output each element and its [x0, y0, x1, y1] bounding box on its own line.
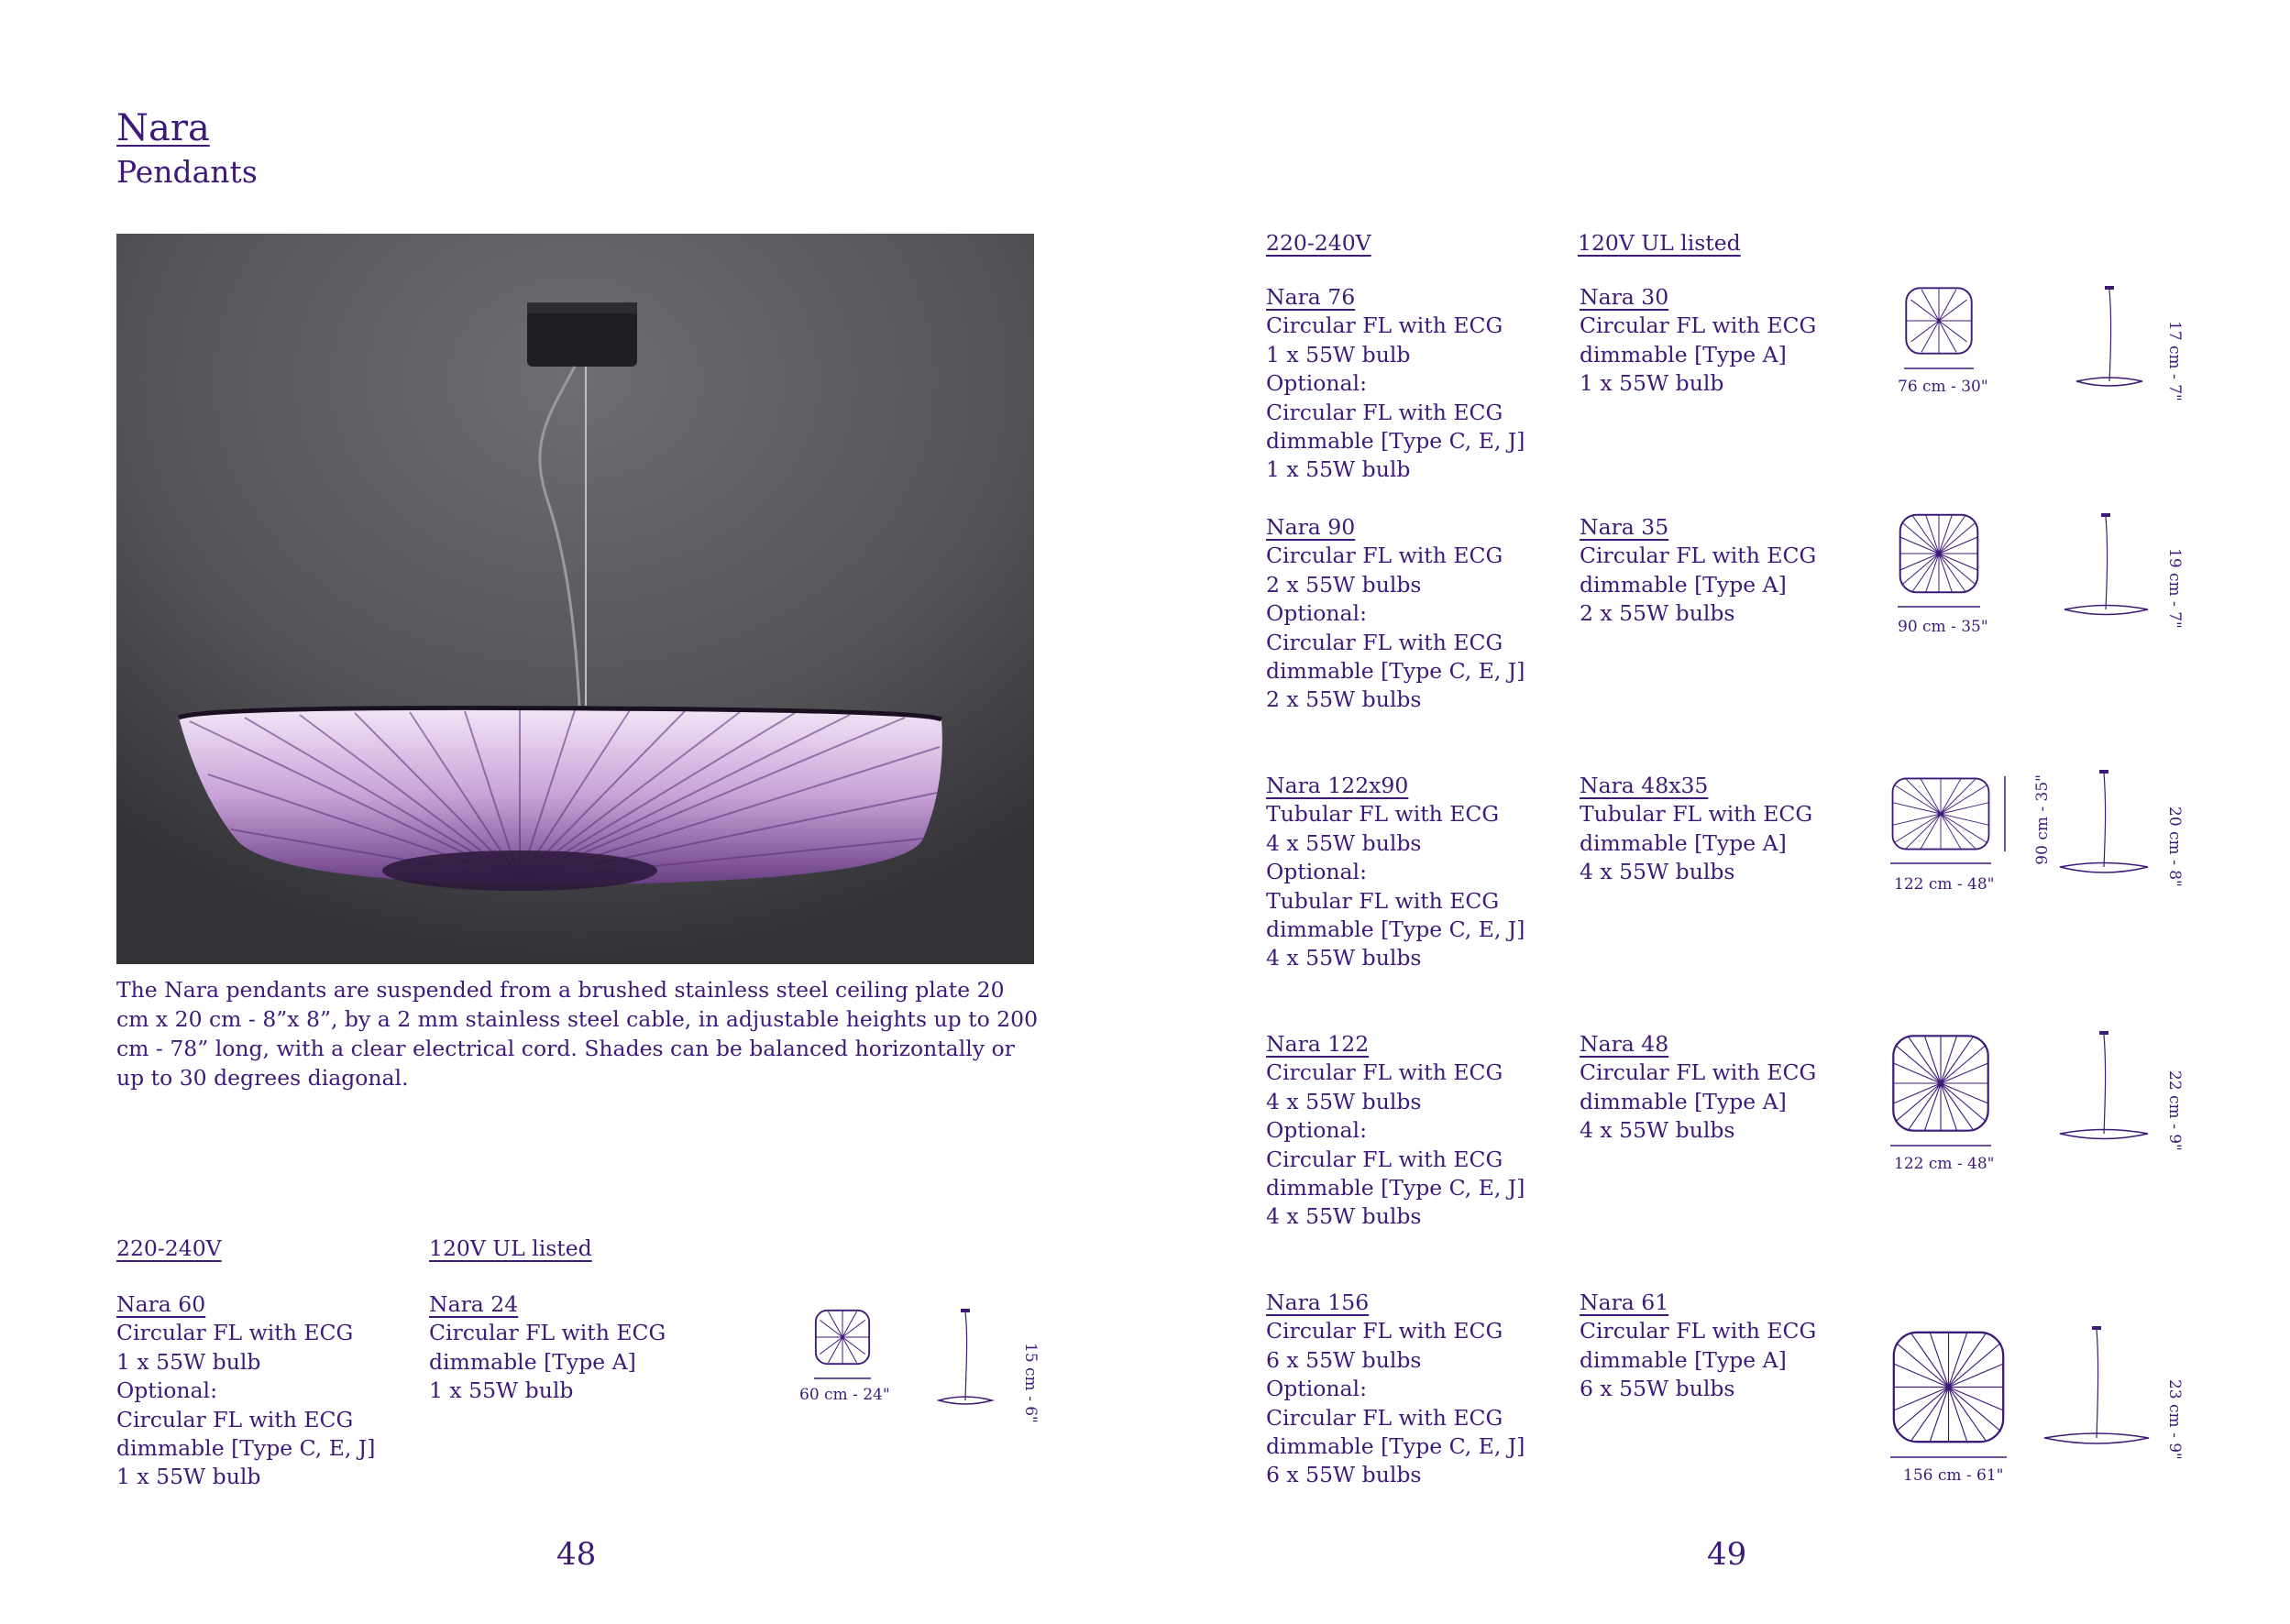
spec-nara-48	[1580, 1030, 1816, 1146]
side-view-diagram	[2042, 1326, 2151, 1450]
model-name: Nara 122	[1266, 1031, 1370, 1057]
pendant-side-view-icon	[939, 1309, 992, 1404]
spec-line: dimmable [Type A]	[1580, 571, 1787, 598]
width-arrow	[814, 1375, 871, 1382]
spec-line: dimmable [Type C, E, J]	[1266, 428, 1525, 455]
spec-line: 2 x 55W bulbs	[1266, 571, 1422, 598]
voltage-heading-eu: 220-240V	[116, 1235, 222, 1261]
spec-line: dimmable [Type A]	[1580, 1346, 1787, 1373]
spec-line: Optional:	[1266, 1376, 1367, 1402]
spec-line: Tubular FL with ECG	[1266, 801, 1500, 828]
spec-line: 4 x 55W bulbs	[1266, 945, 1422, 971]
spec-nara-48x35	[1580, 772, 1812, 887]
model-name: Nara 60	[116, 1291, 206, 1317]
spec-line: 4 x 55W bulbs	[1580, 1117, 1735, 1144]
spec-nara-60	[116, 1290, 375, 1492]
spec-line: 6 x 55W bulbs	[1266, 1462, 1422, 1488]
top-view-diagram	[1898, 512, 1980, 595]
spec-line: 4 x 55W bulbs	[1266, 1203, 1422, 1230]
spec-line: Tubular FL with ECG	[1266, 887, 1500, 914]
side-view-diagram	[2058, 1031, 2150, 1146]
spec-line: 4 x 55W bulbs	[1266, 829, 1422, 856]
product-photo	[116, 234, 1034, 964]
pendant-side-view-icon	[2064, 513, 2148, 615]
page-title: Nara	[116, 107, 210, 149]
side-view-diagram	[2075, 286, 2144, 392]
spec-line: dimmable [Type A]	[1580, 829, 1787, 856]
shade-top-view-icon	[1900, 515, 1978, 593]
model-name: Nara 61	[1580, 1289, 1669, 1315]
width-arrow	[1890, 1454, 2007, 1461]
spec-line: 1 x 55W bulb	[1580, 370, 1724, 397]
width-arrow	[1898, 603, 1980, 610]
page-subtitle: Pendants	[116, 154, 258, 190]
height-label: 17 cm - 7"	[2165, 321, 2184, 401]
spec-line: Optional:	[116, 1377, 217, 1404]
height-label: 20 cm - 8"	[2165, 807, 2184, 887]
spec-line: dimmable [Type A]	[1580, 1088, 1787, 1114]
top-view-diagram	[1890, 1033, 1991, 1134]
shade-top-view-icon	[816, 1311, 869, 1364]
model-name: Nara 48	[1580, 1031, 1669, 1057]
pendant-side-view-icon	[2044, 1326, 2149, 1443]
spec-line: Optional:	[1266, 370, 1367, 397]
width-label: 76 cm - 30"	[1898, 378, 1988, 396]
width-arrow	[1890, 860, 1991, 867]
spec-line: Circular FL with ECG	[1266, 543, 1503, 569]
spec-line: Circular FL with ECG	[429, 1320, 666, 1346]
model-name: Nara 156	[1266, 1289, 1370, 1315]
spec-line: Circular FL with ECG	[1266, 1146, 1503, 1172]
spec-line: 2 x 55W bulbs	[1580, 600, 1735, 627]
spec-line: 6 x 55W bulbs	[1580, 1376, 1735, 1402]
height-label: 19 cm - 7"	[2165, 548, 2184, 629]
width-arrow	[1890, 1142, 1991, 1149]
width-label: 90 cm - 35"	[1898, 618, 1988, 636]
side-view-diagram	[937, 1309, 994, 1410]
top-view-diagram	[814, 1309, 871, 1366]
width-label: 156 cm - 61"	[1903, 1466, 2004, 1485]
spec-line: 4 x 55W bulbs	[1266, 1088, 1422, 1114]
spec-line: Circular FL with ECG	[1580, 543, 1817, 569]
spec-line: Circular FL with ECG	[1266, 399, 1503, 425]
product-description: The Nara pendants are suspended from a brushed stainless steel ceiling plate 20 cm x 20 cm - 8”x 8”, by a 2 mm stainless steel cable, in adjustable heights up to 200 cm - 78” long, with a clear electrical cord. Shades can be balanced horizontally or up to 30 degrees diagonal.	[116, 977, 1039, 1091]
spec-line: 6 x 55W bulbs	[1266, 1346, 1422, 1373]
spec-line: 1 x 55W bulb	[116, 1464, 261, 1490]
depth-arrow	[2001, 776, 2009, 851]
voltage-heading-us: 120V UL listed	[429, 1235, 592, 1261]
spec-line: Circular FL with ECG	[1580, 313, 1817, 339]
spec-nara-90	[1266, 513, 1525, 715]
page-number-49: 49	[1707, 1536, 1747, 1573]
spec-line: 1 x 55W bulb	[116, 1348, 261, 1375]
spec-line: Circular FL with ECG	[116, 1320, 354, 1346]
height-label: 15 cm - 6"	[1021, 1343, 1040, 1423]
spec-line: dimmable [Type C, E, J]	[1266, 658, 1525, 685]
spec-line: dimmable [Type A]	[1580, 341, 1787, 368]
spec-line: 1 x 55W bulb	[1266, 341, 1411, 368]
spec-line: 1 x 55W bulb	[1266, 456, 1411, 483]
shade-top-view-icon	[1893, 1036, 1987, 1130]
top-view-diagram	[1904, 286, 1974, 356]
voltage-heading-eu: 220-240V	[1266, 230, 1371, 256]
spec-line: Optional:	[1266, 859, 1367, 885]
spec-line: Optional:	[1266, 600, 1367, 627]
spec-nara-76	[1266, 283, 1525, 485]
model-name: Nara 30	[1580, 284, 1669, 310]
voltage-heading-us: 120V UL listed	[1578, 230, 1741, 256]
height-label: 22 cm - 9"	[2165, 1070, 2184, 1151]
spec-nara-30	[1580, 283, 1816, 399]
spec-line: Circular FL with ECG	[1266, 1059, 1503, 1086]
shade-top-view-icon	[1893, 778, 1989, 849]
spec-line: dimmable [Type C, E, J]	[116, 1435, 376, 1462]
spec-line: Circular FL with ECG	[1266, 1404, 1503, 1431]
spec-line: Circular FL with ECG	[1580, 1318, 1817, 1344]
spec-nara-61	[1580, 1289, 1816, 1404]
spec-nara-24	[429, 1290, 666, 1406]
top-view-diagram	[1890, 776, 1991, 851]
depth-label: 90 cm - 35"	[2033, 774, 2052, 865]
spec-line: Circular FL with ECG	[1580, 1059, 1817, 1086]
side-view-diagram	[2063, 513, 2150, 621]
model-name: Nara 35	[1580, 514, 1669, 540]
spec-line: Circular FL with ECG	[116, 1406, 354, 1432]
pendant-photo-illustration	[116, 234, 1034, 964]
spec-line: Circular FL with ECG	[1266, 313, 1503, 339]
width-label: 60 cm - 24"	[799, 1386, 890, 1404]
spec-line: 1 x 55W bulb	[429, 1377, 574, 1404]
model-name: Nara 24	[429, 1291, 519, 1317]
top-view-diagram	[1890, 1329, 2007, 1445]
height-label: 23 cm - 9"	[2165, 1379, 2184, 1460]
spec-line: dimmable [Type C, E, J]	[1266, 1433, 1525, 1460]
pendant-side-view-icon	[2076, 286, 2142, 386]
width-arrow	[1904, 365, 1974, 372]
spec-line: Circular FL with ECG	[1266, 629, 1503, 655]
spec-nara-122x90	[1266, 772, 1525, 973]
spec-line: 2 x 55W bulbs	[1266, 686, 1422, 713]
page-number-48: 48	[556, 1536, 597, 1573]
model-name: Nara 76	[1266, 284, 1356, 310]
width-label: 122 cm - 48"	[1894, 875, 1995, 894]
shade-top-view-icon	[1894, 1333, 2003, 1442]
side-view-diagram	[2058, 770, 2150, 880]
spec-line: dimmable [Type C, E, J]	[1266, 1175, 1525, 1202]
spec-line: 4 x 55W bulbs	[1580, 859, 1735, 885]
spec-line: Circular FL with ECG	[1266, 1318, 1503, 1344]
spec-nara-156	[1266, 1289, 1525, 1490]
model-name: Nara 48x35	[1580, 773, 1709, 798]
spec-line: dimmable [Type A]	[429, 1348, 636, 1375]
spec-nara-35	[1580, 513, 1816, 629]
pendant-side-view-icon	[2060, 770, 2148, 872]
spec-line: Tubular FL with ECG	[1580, 801, 1813, 828]
pendant-side-view-icon	[2060, 1031, 2148, 1139]
model-name: Nara 90	[1266, 514, 1356, 540]
shade-top-view-icon	[1906, 288, 1971, 353]
spec-nara-122	[1266, 1030, 1525, 1232]
width-label: 122 cm - 48"	[1894, 1155, 1995, 1173]
spec-line: dimmable [Type C, E, J]	[1266, 916, 1525, 943]
spec-line: Optional:	[1266, 1117, 1367, 1144]
model-name: Nara 122x90	[1266, 773, 1409, 798]
